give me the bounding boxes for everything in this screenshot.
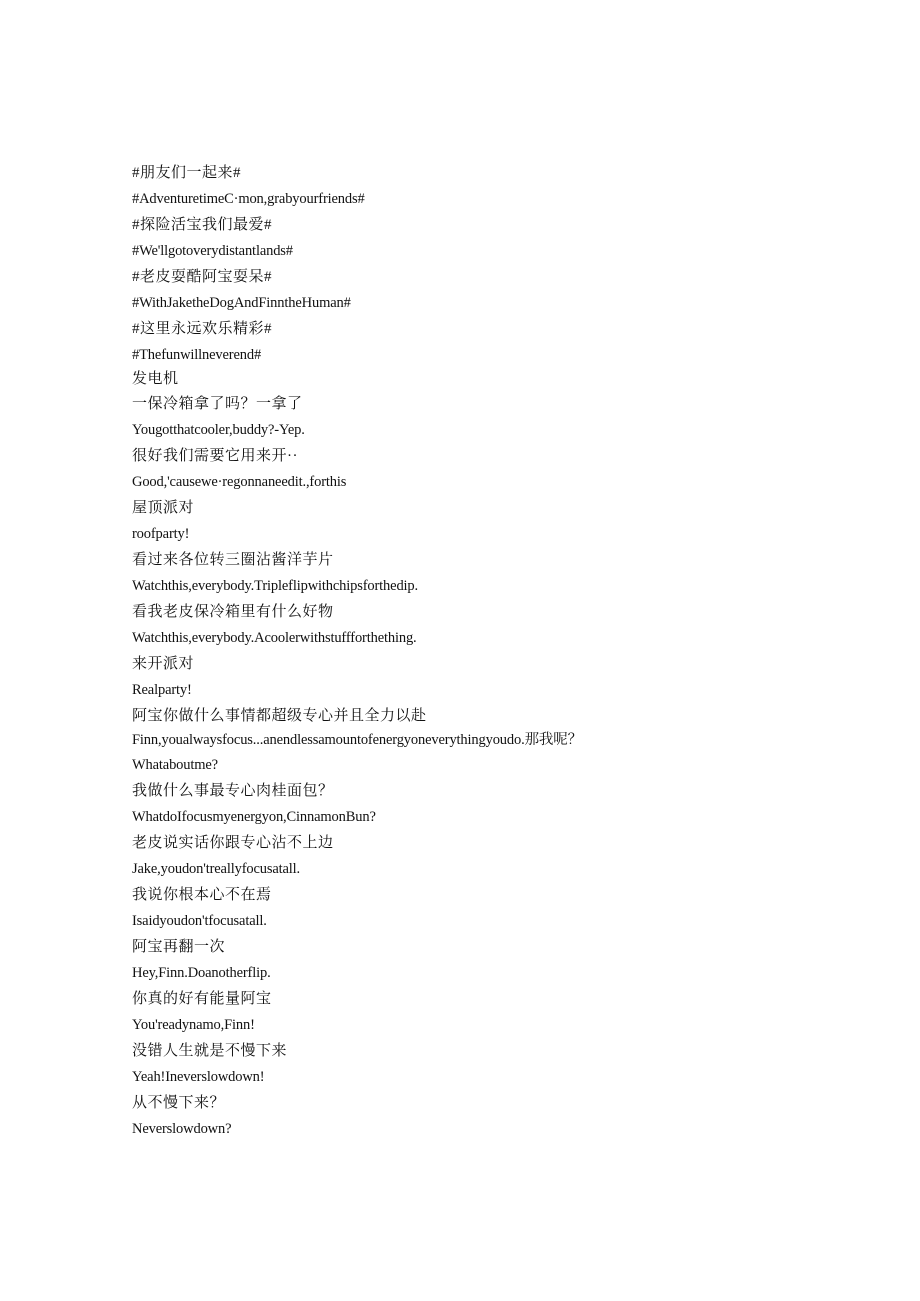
transcript-line: 我说你根本心不在焉 [132, 887, 272, 903]
transcript-line: #探险活宝我们最爱# [132, 217, 273, 233]
transcript-line: Yougotthatcooler,buddy?-Yep. [132, 422, 305, 438]
transcript-line: WhatdoIfocusmyenergyon,CinnamonBun? [132, 809, 376, 825]
transcript-line: Watchthis,everybody.Acoolerwithstuffforthething. [132, 630, 417, 646]
transcript-line: #Thefunwillneverend# [132, 347, 262, 363]
transcript-line: Watchthis,everybody.Tripleflipwithchipsforthedip. [132, 578, 418, 594]
transcript-line: 阿宝再翻一次 [132, 939, 226, 955]
transcript-line: 我做什么事最专心肉桂面包？ [132, 783, 334, 799]
transcript-line: Neverslowdown? [132, 1121, 232, 1137]
transcript-line: #朋友们一起来# [132, 165, 242, 181]
transcript-line: #这里永远欢乐精彩# [132, 321, 273, 337]
transcript-line: 来开派对 [132, 656, 195, 672]
transcript-line: 看过来各位转三圈沾酱洋芋片 [132, 552, 334, 568]
transcript-line: Good,'causewe·regonnaneedit.,forthis [132, 474, 347, 490]
transcript-line: Yeah!Ineverslowdown! [132, 1069, 265, 1085]
transcript-line: 看我老皮保冷箱里有什么好物 [132, 604, 334, 620]
transcript-line: Hey,Finn.Doanotherflip. [132, 965, 271, 981]
transcript-line: 一保冷箱拿了吗？一拿了 [132, 396, 303, 412]
transcript-line: 发电机 [132, 371, 179, 387]
transcript-line: 屋顶派对 [132, 500, 195, 516]
transcript-line: Jake,youdon'treallyfocusatall. [132, 861, 301, 877]
transcript-line: #WithJaketheDogAndFinntheHuman# [132, 295, 351, 311]
transcript-line: Realparty! [132, 682, 192, 698]
transcript-line: Whataboutme? [132, 757, 218, 773]
transcript-line: You'readynamo,Finn! [132, 1017, 255, 1033]
transcript-line: 老皮说实话你跟专心沾不上边 [132, 835, 334, 851]
transcript-line: #老皮耍酷阿宝耍呆# [132, 269, 273, 285]
transcript-line: Finn,youalwaysfocus...anendlessamountofenergyoneverythingyoudo.那我呢？ [132, 732, 582, 748]
transcript-line: Isaidyoudon'tfocusatall. [132, 913, 267, 929]
transcript-line: 没错人生就是不慢下来 [132, 1043, 288, 1059]
transcript-line: 你真的好有能量阿宝 [132, 991, 272, 1007]
subtitle-transcript [132, 160, 892, 1142]
transcript-line: #AdventuretimeC·mon,grabyourfriends# [132, 191, 365, 207]
transcript-line: 阿宝你做什么事情都超级专心并且全力以赴 [132, 708, 427, 724]
transcript-line: 很好我们需要它用来开·· [132, 448, 298, 464]
transcript-line: #We'llgotoverydistantlands# [132, 243, 293, 259]
transcript-line: roofparty! [132, 526, 190, 542]
transcript-line: 从不慢下来？ [132, 1095, 226, 1111]
